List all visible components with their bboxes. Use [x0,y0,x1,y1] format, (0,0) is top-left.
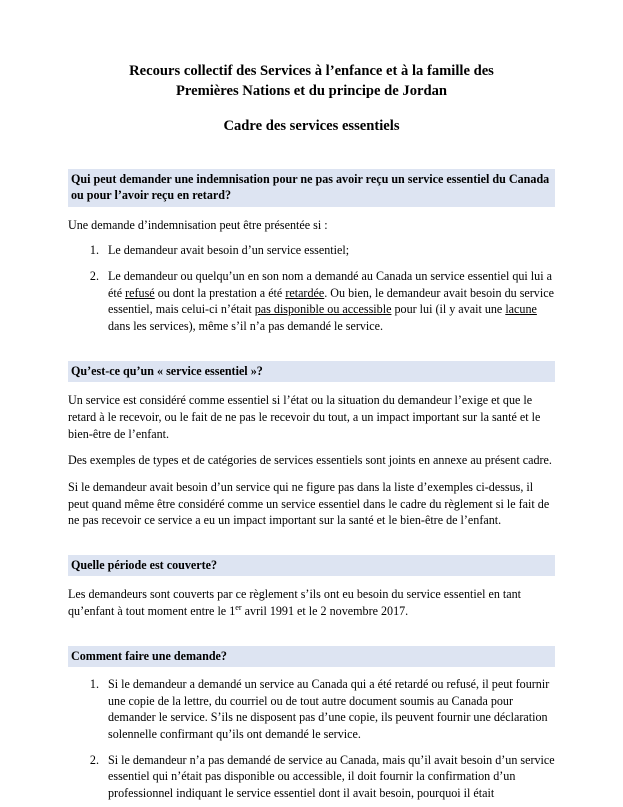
definition-paragraph-2: Des exemples de types et de catégories de services essentiels sont joints en annexe au présent cadre. [68,453,552,468]
period-paragraph-part-1: Les demandeurs sont couverts par ce règlement s’ils ont eu besoin du service essentiel en tant qu’enfant à tout moment entre le 1 [68,587,522,618]
section-heading-period: Quelle période est couverte? [68,555,555,576]
document-title-line-1: Recours collectif des Services à l’enfance et à la famille des [129,63,494,79]
eligibility-list [68,242,555,334]
period-paragraph-part-2: avril 1991 et le 2 novembre 2017. [241,603,409,618]
section-heading-definition: Qu’est-ce qu’un « service essentiel »? [68,361,555,382]
section-heading-how-to-claim: Comment faire une demande? [68,646,555,667]
section-heading-eligibility [68,169,555,207]
document-title [68,62,555,101]
how-to-claim-list [68,676,555,802]
definition-paragraph-3: Si le demandeur avait besoin d’un service qui ne figure pas dans la liste d’exemples ci-dessus, il peut quand même être considéré comme un service essentiel dans le cadre du règlement si le fait de ne pas recevoir ce service a eu un impact important sur la santé et le bien-être de l’enfant. [68,479,550,528]
period-paragraph-ordinal: er [235,602,242,612]
document-subtitle: Cadre des services essentiels [223,118,400,135]
list-item: 2. Le demandeur ou quelqu’un en son nom a demandé au Canada un service essentiel qui lui a été refusé ou dont la prestation a été retardée. Ou bien, le demandeur avait besoin du service essentiel, mais celui-ci n’était pas disponible ou accessible pour lui (il y avait une lacune dans les services), même s’il n’a pas demandé le service. [102,268,555,335]
definition-paragraph-1: Un service est considéré comme essentiel si l’état ou la situation du demandeur l’exige et que le retard à le recevoir, ou le fait de ne pas le recevoir du tout, a un impact important sur la santé et le bien-être de l’enfant. [68,393,541,441]
list-item: 2. Si le demandeur n’a pas demandé de service au Canada, mais qu’il avait besoin d’un service essentiel qui n’était pas disponible ou accessible, il doit fournir la confirmation d’un professionnel indiquant le service essentiel dont il avait besoin, pourquoi il était [102,752,555,802]
eligibility-intro: Une demande d’indemnisation peut être présentée si : [68,217,328,232]
document-title-line-2: Premières Nations et du principe de Jordan [175,82,448,99]
section-heading-eligibility-line-1: Qui peut demander une indemnisation pour ne pas avoir reçu un service essentiel du [71,172,506,187]
list-item: 1. Si le demandeur a demandé un service au Canada qui a été retardé ou refusé, il peut fournir une copie de la lettre, du courriel ou de tout autre document soumis au Canada pour demander le service. S’ils ne disposent pas d’une copie, ils peuvent fournir une déclaration solennelle confirmant qu’ils ont demandé le service. [102,676,555,743]
list-item: 1. Le demandeur avait besoin d’un service essentiel; [102,242,555,259]
period-paragraph [68,586,555,619]
document-body [68,62,555,802]
section-heading-eligibility-line-2: Canada ou pour l’avoir reçu en retard? [71,172,550,203]
